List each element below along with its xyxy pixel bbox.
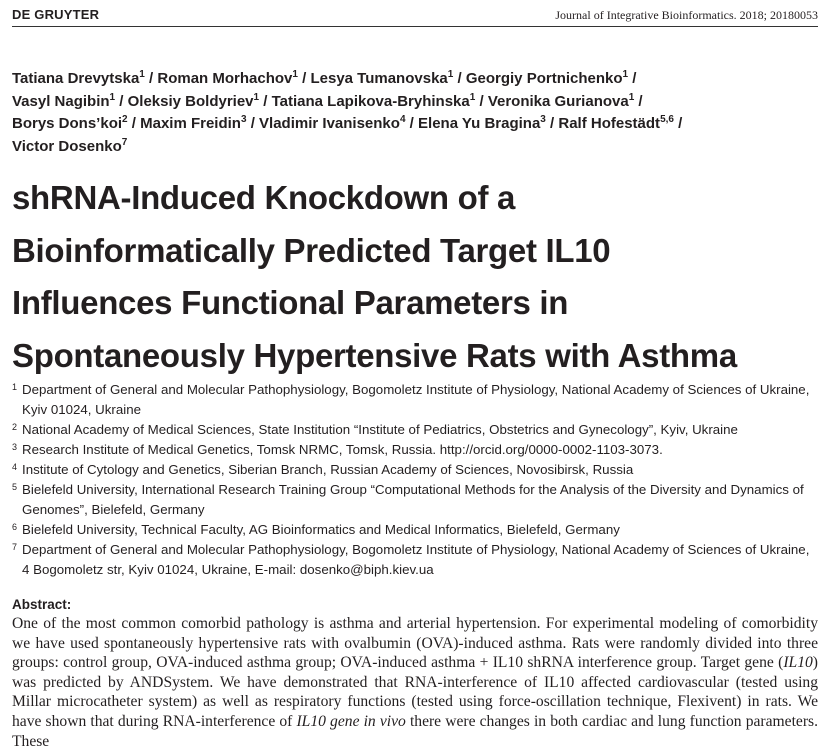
journal-citation: Journal of Integrative Bioinformatics. 2018; 20180053 xyxy=(555,8,818,22)
title-line: Influences Functional Parameters in xyxy=(12,284,569,321)
author: Elena Yu Bragina$^3$ xyxy=(418,114,546,132)
affiliation-list xyxy=(12,380,820,580)
affiliation: 5 Bielefeld University, International Research Training Group “Computational Methods for the Analysis of the Diversity and Dynamics of Genomes”, Bielefeld, Germany xyxy=(12,482,804,517)
author-list: Tatiana Drevytska$^1$ / Roman Morhachov$^1$ / Lesya Tumanovska$^1$ / Georgiy Portnichenko$^1$ / Vasyl Nagibin$^1$ / Oleksiy Boldyriev$^1$ / Tatiana Lapikova-Bryhinska$^1$ / Veronika Gurianova$^1$ / Borys Dons’koi$^2$ / Maxim Freidin$^3$ / Vladimir Ivanisenko$^4$ / Elena Yu Bragina$^3$ / Ralf Hofestädt$^{5,6}$ / Victor Dosenko$^7$ xyxy=(12,69,683,155)
affiliation: 1 Department of General and Molecular Pathophysiology, Bogomoletz Institute of Physiology, National Academy of Sciences of Ukraine, Kyiv 01024, Ukraine xyxy=(12,382,810,417)
title-line: shRNA-Induced Knockdown of a xyxy=(12,179,516,216)
author: Georgiy Portnichenko$^1$ xyxy=(465,69,629,87)
author: Tatiana Lapikova-Bryhinska$^1$ xyxy=(271,91,476,110)
publisher-logo: DE GRUYTER xyxy=(12,7,100,22)
abstract-heading: Abstract: xyxy=(12,597,72,612)
affiliation: 7 Department of General and Molecular Pathophysiology, Bogomoletz Institute of Physiology, National Academy of Sciences of Ukraine, 4 Bogomoletz str, Kyiv 01024, Ukraine, E-mail: dosenko@biph.kiev.ua xyxy=(12,542,810,577)
author: Vladimir Ivanisenko$^4$ xyxy=(259,114,406,132)
affiliation: 2 National Academy of Medical Sciences, State Institution “Institute of Pediatrics, Obstetrics and Gynecology”, Kyiv, Ukraine xyxy=(12,422,738,437)
abstract-text: One of the most common comorbid pathology is asthma and arterial hypertension. For experimental modeling of comorbidity we have used spontaneously hypertensive rats with ovalbumin (OVA)-induced asthma. Rats were randomly divided into three groups: control group, OVA-induced asthma group; OVA-induced asthma + IL10 shRNA interference group. Target gene (IL10) was predicted by ANDSystem. We have demonstrated that RNA-interference of IL10 affected cardiovascular (tested using Millar microcatheter system) as well as respiratory functions (tested using force-oscillation technique, Flexivent) in rats. We have shown that during RNA-interference of IL10 gene in vivo there were changes in both cardiac and lung function parameters. These xyxy=(12,615,818,750)
author: Oleksiy Boldyriev$^1$ xyxy=(127,91,260,110)
paper-title xyxy=(12,172,828,382)
affiliation: 4 Institute of Cytology and Genetics, Siberian Branch, Russian Academy of Sciences, Novosibirsk, Russia xyxy=(12,462,634,477)
author: Maxim Freidin$^3$ xyxy=(140,114,247,132)
title-line: Bioinformatically Predicted Target IL10 xyxy=(12,231,611,269)
affiliation: 6 Bielefeld University, Technical Faculty, AG Bioinformatics and Medical Informatics, Bielefeld, Germany xyxy=(12,522,620,537)
page-header xyxy=(12,6,818,27)
author: Ralf Hofestädt$^{5,6}$ xyxy=(558,114,674,132)
author: Borys Dons’koi$^2$ xyxy=(12,114,128,132)
title-line: Spontaneously Hypertensive Rats with Asthma xyxy=(12,336,737,374)
author: Lesya Tumanovska$^1$ xyxy=(310,69,454,87)
author: Roman Morhachov$^1$ xyxy=(157,69,298,87)
author: Vasyl Nagibin$^1$ xyxy=(12,91,116,110)
author: Tatiana Drevytska$^1$ xyxy=(12,69,145,87)
author: Victor Dosenko$^7$ xyxy=(12,136,128,155)
affiliation: 3 Research Institute of Medical Genetics, Tomsk NRMC, Tomsk, Russia. http://orcid.org/0000-0002-1103-3073. xyxy=(12,442,663,457)
author: Veronika Gurianova$^1$ xyxy=(487,91,635,110)
